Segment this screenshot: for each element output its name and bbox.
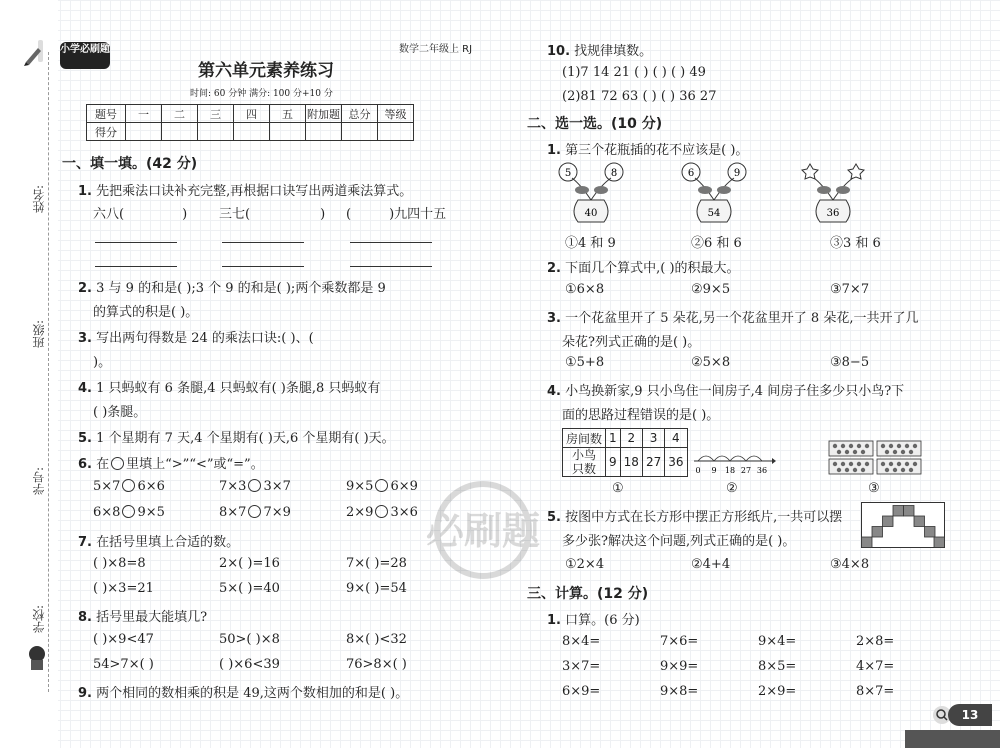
score-cell[interactable] <box>342 123 378 141</box>
answer-line[interactable] <box>350 242 432 243</box>
compare-circle[interactable] <box>122 505 135 518</box>
calc-item[interactable]: 2×9= <box>758 684 797 699</box>
vase-number: 36 <box>826 208 840 219</box>
question-3: 3. 写出两句得数是 24 的乘法口诀:( )、( <box>78 331 314 346</box>
option[interactable]: ① <box>612 481 624 496</box>
vase-1 <box>559 163 623 222</box>
calc-1: 1. 口算。(6 分) <box>547 613 640 628</box>
calc-item[interactable]: 6×9= <box>562 684 601 699</box>
name-label: 姓名: <box>32 185 46 214</box>
school-label: 学校: <box>32 605 46 634</box>
fill-item[interactable]: ( )×3=21 <box>93 581 154 596</box>
question-1: 1. 先把乘法口诀补充完整,再根据口诀写出两道乘法算式。 <box>78 184 413 199</box>
vase-number: 40 <box>584 208 598 219</box>
question-7: 7. 在括号里填上合适的数。 <box>78 535 240 550</box>
question-4: 4. 1 只蚂蚁有 6 条腿,4 只蚂蚁有( )条腿,8 只蚂蚁有 <box>78 381 381 396</box>
flower-number: 6 <box>687 168 695 179</box>
fill-item[interactable]: 8×( )<32 <box>346 632 407 647</box>
section-1-title: 一、填一填。(42 分) <box>62 156 198 172</box>
answer-line[interactable] <box>95 242 177 243</box>
question-4-cont: ( )条腿。 <box>93 405 147 420</box>
option[interactable]: ③ <box>868 481 880 496</box>
option[interactable]: ② <box>726 481 738 496</box>
score-row-label: 得分 <box>87 123 126 141</box>
time-score-info: 时间: 60 分钟 满分: 100 分+10 分 <box>190 89 333 99</box>
pattern-row-1[interactable]: (1)7 14 21 ( ) ( ) ( ) 49 <box>562 65 706 80</box>
calc-item[interactable]: 2×8= <box>856 634 895 649</box>
vase-diagram <box>556 160 896 228</box>
score-cell[interactable] <box>162 123 198 141</box>
calc-item[interactable]: 3×7= <box>562 659 601 674</box>
option[interactable]: ①4 和 9 <box>565 236 616 251</box>
fill-item[interactable]: ( )×9<47 <box>93 632 154 647</box>
score-cell[interactable] <box>126 123 162 141</box>
q1-blank-b: 三七( ) <box>219 207 326 222</box>
calc-item[interactable]: 9×9= <box>660 659 699 674</box>
score-header-cell: 一 <box>126 105 162 123</box>
compare-item: 8×7 7×9 <box>219 505 291 520</box>
brand-logo: 小学必刷题 <box>60 42 110 69</box>
watermark-logo <box>418 480 548 580</box>
binding-margin <box>0 0 58 748</box>
fill-item[interactable]: 50>( )×8 <box>219 632 280 647</box>
compare-circle[interactable] <box>122 479 135 492</box>
svg-text:36: 36 <box>756 466 768 475</box>
compare-circle[interactable] <box>375 505 388 518</box>
q1-blank-a: 六八( ) <box>93 207 188 222</box>
option[interactable]: ①2×4 <box>565 557 605 572</box>
option[interactable]: ③3 和 6 <box>830 236 881 251</box>
question-10: 10. 找规律填数。 <box>547 44 653 59</box>
question-2-cont: 的算式的积是( )。 <box>93 305 199 320</box>
question-8: 8. 括号里最大能填几? <box>78 610 208 625</box>
dot-boxes <box>828 440 924 476</box>
fill-item[interactable]: ( )×6<39 <box>219 657 280 672</box>
grade-label: 数学二年级上 RJ <box>399 44 473 55</box>
flower-number: 5 <box>564 168 572 179</box>
calc-item[interactable]: 8×4= <box>562 634 601 649</box>
choice-4-cont: 面的思路过程错误的是( )。 <box>562 408 720 423</box>
score-header-cell: 题号 <box>87 105 126 123</box>
svg-text:9: 9 <box>711 466 717 475</box>
choice-5: 5. 按图中方式在长方形中摆正方形纸片,一共可以摆 <box>547 510 843 525</box>
compare-circle[interactable] <box>248 479 261 492</box>
page-title: 第六单元素养练习 <box>198 61 334 81</box>
score-table <box>86 104 414 141</box>
answer-line[interactable] <box>222 266 304 267</box>
vase-2 <box>682 163 746 222</box>
vase-number: 54 <box>707 208 721 219</box>
option[interactable]: ①6×8 <box>565 282 605 297</box>
option[interactable]: ③8−5 <box>830 355 870 370</box>
option[interactable]: ②9×5 <box>691 282 731 297</box>
svg-text:18: 18 <box>724 466 736 475</box>
compare-item: 6×8 9×5 <box>93 505 165 520</box>
fill-item[interactable]: 2×( )=16 <box>219 556 280 571</box>
calc-item[interactable]: 8×7= <box>856 684 895 699</box>
number-line <box>692 447 776 475</box>
question-6: 6. 在 里填上“>”“<”或“=”。 <box>78 457 264 472</box>
student-id-label: 学号: <box>32 467 46 496</box>
svg-text:0: 0 <box>695 466 701 475</box>
fill-item[interactable]: 5×( )=40 <box>219 581 280 596</box>
question-5: 5. 1 个星期有 7 天,4 个星期有( )天,6 个星期有( )天。 <box>78 431 395 446</box>
squares-diagram <box>861 502 945 548</box>
table-header: 小鸟 只数 <box>563 448 606 477</box>
question-9: 9. 两个相同的数相乘的积是 49,这两个数相加的和是( )。 <box>78 686 409 701</box>
calc-item[interactable]: 9×8= <box>660 684 699 699</box>
option[interactable]: ③4×8 <box>830 557 870 572</box>
class-label: 班级: <box>32 320 46 349</box>
flower-number: 9 <box>733 168 741 179</box>
compare-circle[interactable] <box>375 479 388 492</box>
choice-1: 1. 第三个花瓶插的花不应该是( )。 <box>547 143 749 158</box>
calc-item[interactable]: 7×6= <box>660 634 699 649</box>
score-cell[interactable] <box>234 123 270 141</box>
score-header-cell: 等级 <box>378 105 414 123</box>
compare-item: 5×7 6×6 <box>93 479 165 494</box>
score-header-cell: 三 <box>198 105 234 123</box>
fill-item[interactable]: 76>8×( ) <box>346 657 407 672</box>
calc-item[interactable]: 4×7= <box>856 659 895 674</box>
choice-2: 2. 下面几个算式中,( )的积最大。 <box>547 261 740 276</box>
choice-4: 4. 小鸟换新家,9 只小鸟住一间房子,4 间房子住多少只小鸟?下 <box>547 384 905 399</box>
compare-item: 2×9 3×6 <box>346 505 418 520</box>
fill-item[interactable]: 54>7×( ) <box>93 657 154 672</box>
option[interactable]: ②4+4 <box>691 557 731 572</box>
question-3-cont: )。 <box>93 355 112 370</box>
q1-blank-c: ( )九四十五 <box>346 207 447 222</box>
footer-bar <box>905 730 1000 748</box>
score-header-cell: 五 <box>270 105 306 123</box>
score-cell[interactable] <box>270 123 306 141</box>
option[interactable]: ②6 和 6 <box>691 236 742 251</box>
choice-3-cont: 朵花?列式正确的是( )。 <box>562 335 701 350</box>
option[interactable]: ③7×7 <box>830 282 870 297</box>
fill-item[interactable]: 9×( )=54 <box>346 581 407 596</box>
mascot-icon <box>22 642 52 672</box>
answer-line[interactable] <box>350 266 432 267</box>
flower-number: 8 <box>610 168 618 179</box>
choice-5-cont: 多少张?解决这个问题,列式正确的是( )。 <box>562 534 796 549</box>
pattern-row-2[interactable]: (2)81 72 63 ( ) ( ) 36 27 <box>562 89 717 104</box>
question-2: 2. 3 与 9 的和是( );3 个 9 的和是( );两个乘数都是 9 <box>78 281 386 296</box>
page-number: 13 <box>948 704 992 726</box>
answer-line[interactable] <box>95 266 177 267</box>
score-cell[interactable] <box>198 123 234 141</box>
watermark-text: 必刷题 <box>425 509 541 553</box>
section-3-title: 三、计算。(12 分) <box>527 586 649 602</box>
score-header-cell: 附加题 <box>306 105 342 123</box>
score-cell[interactable] <box>378 123 414 141</box>
vase-3 <box>802 164 864 222</box>
score-header-cell: 四 <box>234 105 270 123</box>
pencil-icon <box>22 44 44 66</box>
fill-item[interactable]: 7×( )=28 <box>346 556 407 571</box>
cut-line <box>48 52 49 692</box>
score-cell[interactable] <box>306 123 342 141</box>
compare-circle[interactable] <box>248 505 261 518</box>
section-2-title: 二、选一选。(10 分) <box>527 116 663 132</box>
compare-circle-icon <box>111 457 124 470</box>
calc-item[interactable]: 9×4= <box>758 634 797 649</box>
choice-3: 3. 一个花盆里开了 5 朵花,另一个花盆里开了 8 朵花,一共开了几 <box>547 311 919 326</box>
option[interactable]: ①5+8 <box>565 355 605 370</box>
compare-item: 7×3 3×7 <box>219 479 291 494</box>
table-header: 房间数 <box>563 429 606 448</box>
score-header-cell: 总分 <box>342 105 378 123</box>
svg-text:27: 27 <box>740 466 752 475</box>
calc-item[interactable]: 8×5= <box>758 659 797 674</box>
option[interactable]: ②5×8 <box>691 355 731 370</box>
compare-item: 9×5 6×9 <box>346 479 418 494</box>
score-header-cell: 二 <box>162 105 198 123</box>
bird-table: 房间数 1 2 3 4 小鸟 只数 9 18 27 36 <box>562 428 688 477</box>
fill-item[interactable]: ( )×8=8 <box>93 556 146 571</box>
answer-line[interactable] <box>222 242 304 243</box>
